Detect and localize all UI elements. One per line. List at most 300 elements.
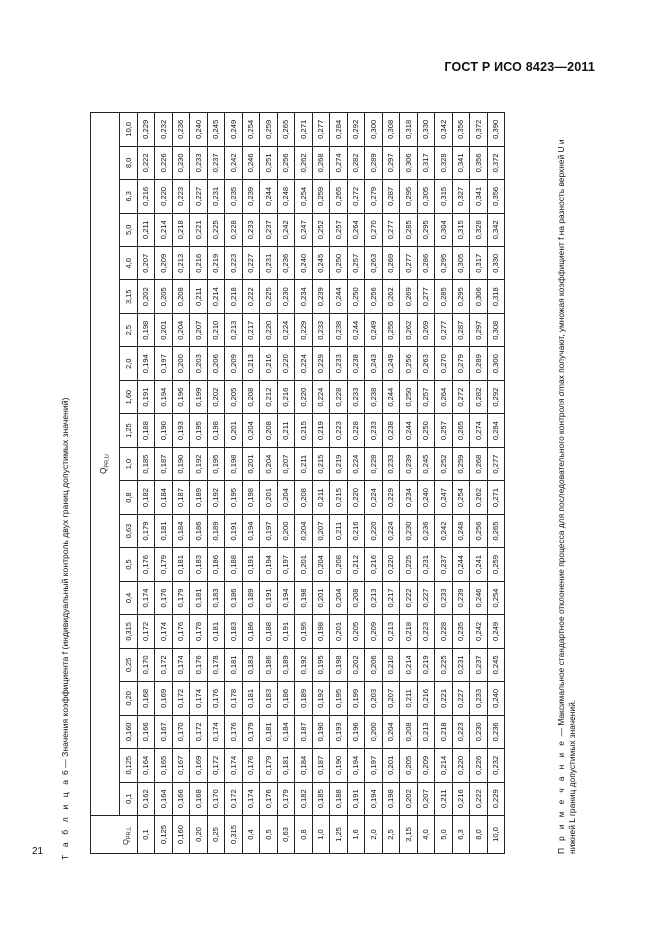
table-cell: 0,205 (225, 380, 243, 413)
table-cell: 0,186 (260, 648, 278, 681)
table-cell: 0,162 (137, 782, 155, 815)
table-cell: 0,231 (417, 548, 435, 581)
table-cell: 0,191 (277, 615, 295, 648)
table-cell: 0,201 (382, 749, 400, 782)
table-cell: 0,189 (277, 648, 295, 681)
table-cell: 0,224 (382, 514, 400, 547)
row-label: 1,25 (330, 816, 348, 854)
table-cell: 0,242 (435, 514, 453, 547)
table-cell: 0,318 (400, 113, 418, 147)
table-cell: 0,218 (172, 213, 190, 246)
table-cell: 0,255 (382, 313, 400, 346)
table-cell: 0,204 (172, 313, 190, 346)
table-cell: 0,274 (470, 414, 488, 447)
table-cell: 0,183 (225, 615, 243, 648)
table-cell: 0,237 (207, 146, 225, 179)
table-cell: 0,227 (452, 682, 470, 715)
table-cell: 0,284 (487, 414, 505, 447)
table-cell: 0,211 (400, 682, 418, 715)
table-cell: 0,206 (207, 347, 225, 380)
table-cell: 0,265 (277, 113, 295, 147)
table-row (452, 113, 470, 854)
table-cell: 0,225 (207, 213, 225, 246)
table-cell: 0,227 (242, 247, 260, 280)
table-cell: 0,204 (295, 514, 313, 547)
table-cell: 0,268 (470, 447, 488, 480)
table-cell: 0,191 (225, 514, 243, 547)
table-cell: 0,181 (207, 615, 225, 648)
table-cell: 0,189 (295, 682, 313, 715)
table-cell: 0,305 (417, 180, 435, 213)
table-cell: 0,199 (190, 380, 208, 413)
table-cell: 0,244 (260, 180, 278, 213)
table-cell: 0,256 (470, 514, 488, 547)
table-cell: 0,246 (470, 581, 488, 614)
caption-text: 6 — Значения коэффициента f (индивидуальный контроль двух границ допустимых значений) (60, 397, 70, 776)
table-cell: 0,249 (382, 347, 400, 380)
rotated-table-block (60, 100, 580, 860)
table-cell: 0,229 (487, 782, 505, 815)
table-cell: 0,204 (260, 447, 278, 480)
table-cell: 0,193 (330, 715, 348, 748)
table-cell: 0,277 (487, 447, 505, 480)
table-cell: 0,226 (470, 749, 488, 782)
table-cell: 0,221 (190, 213, 208, 246)
table-cell: 0,165 (155, 749, 173, 782)
table-cell: 0,183 (260, 682, 278, 715)
table-cell: 0,237 (435, 548, 453, 581)
table-cell: 0,271 (295, 113, 313, 147)
table-cell: 0,168 (190, 782, 208, 815)
table-cell: 0,252 (435, 447, 453, 480)
table-cell: 0,250 (347, 280, 365, 313)
table-cell: 0,202 (137, 280, 155, 313)
table-cell: 0,262 (470, 481, 488, 514)
table-row (137, 113, 155, 854)
table-cell: 0,216 (137, 180, 155, 213)
table-cell: 0,254 (242, 113, 260, 147)
table-cell: 0,210 (207, 313, 225, 346)
table-row (487, 113, 505, 854)
table-cell: 0,247 (295, 213, 313, 246)
table-cell: 0,234 (295, 280, 313, 313)
table-cell: 0,200 (277, 514, 295, 547)
table-cell: 0,178 (207, 648, 225, 681)
table-cell: 0,269 (400, 280, 418, 313)
column-header: 0,125 (120, 749, 138, 782)
table-cell: 0,189 (207, 514, 225, 547)
table-cell: 0,284 (330, 113, 348, 147)
table-cell: 0,219 (312, 414, 330, 447)
table-cell: 0,222 (137, 146, 155, 179)
table-cell: 0,211 (190, 280, 208, 313)
table-cell: 0,245 (312, 247, 330, 280)
table-cell: 0,208 (295, 481, 313, 514)
table-cell: 0,228 (347, 414, 365, 447)
table-cell: 0,237 (260, 213, 278, 246)
table-cell: 0,203 (190, 347, 208, 380)
table-cell: 0,222 (470, 782, 488, 815)
table-cell: 0,233 (435, 581, 453, 614)
table-cell: 0,179 (172, 581, 190, 614)
table-cell: 0,192 (190, 447, 208, 480)
table-cell: 0,239 (452, 581, 470, 614)
table-cell: 0,356 (487, 180, 505, 213)
table-cell: 0,315 (435, 180, 453, 213)
table-cell: 0,208 (242, 380, 260, 413)
table-cell: 0,204 (277, 481, 295, 514)
table-cell: 0,233 (365, 414, 383, 447)
table-cell: 0,250 (400, 380, 418, 413)
table-cell: 0,211 (312, 481, 330, 514)
table-cell: 0,213 (172, 247, 190, 280)
column-header: 5,0 (120, 213, 138, 246)
table-cell: 0,188 (225, 548, 243, 581)
table-cell: 0,174 (207, 715, 225, 748)
table-cell: 0,207 (312, 514, 330, 547)
table-cell: 0,192 (312, 682, 330, 715)
table-cell: 0,191 (242, 548, 260, 581)
row-label: 0,8 (295, 816, 313, 854)
column-header: 4,0 (120, 247, 138, 280)
column-header: 0,4 (120, 581, 138, 614)
table-cell: 0,279 (365, 180, 383, 213)
table-cell: 0,222 (242, 280, 260, 313)
table-cell: 0,289 (365, 146, 383, 179)
table-cell: 0,328 (470, 213, 488, 246)
table-cell: 0,215 (295, 414, 313, 447)
table-cell: 0,327 (452, 180, 470, 213)
table-cell: 0,330 (417, 113, 435, 147)
table-cell: 0,186 (242, 615, 260, 648)
table-cell: 0,287 (452, 313, 470, 346)
table-cell: 0,235 (452, 615, 470, 648)
table-cell: 0,231 (207, 180, 225, 213)
column-header: 1,25 (120, 414, 138, 447)
table-cell: 0,228 (435, 615, 453, 648)
table-cell: 0,228 (225, 213, 243, 246)
table-cell: 0,259 (487, 548, 505, 581)
table-cell: 0,197 (277, 548, 295, 581)
table-cell: 0,240 (190, 113, 208, 147)
table-cell: 0,201 (242, 447, 260, 480)
row-header-label: $Q_{PR,L}$ (120, 826, 133, 845)
table-cell: 0,208 (347, 581, 365, 614)
table-cell: 0,195 (190, 414, 208, 447)
table-cell: 0,259 (260, 113, 278, 147)
table-row (295, 113, 313, 854)
row-label: 0,125 (155, 816, 173, 854)
table-row (347, 113, 365, 854)
table-row (260, 113, 278, 854)
row-label: 10,0 (487, 816, 505, 854)
table-cell: 0,236 (417, 514, 435, 547)
table-cell: 0,176 (190, 648, 208, 681)
table-row (207, 113, 225, 854)
table-cell: 0,264 (435, 380, 453, 413)
column-header: 3,15 (120, 280, 138, 313)
table-cell: 0,174 (137, 581, 155, 614)
table-cell: 0,187 (295, 715, 313, 748)
row-label: 3,15 (400, 816, 418, 854)
table-cell: 0,256 (277, 146, 295, 179)
column-header: 0,63 (120, 514, 138, 547)
table-cell: 0,248 (277, 180, 295, 213)
column-header: 0,20 (120, 682, 138, 715)
coefficient-table (90, 112, 505, 854)
table-row (277, 113, 295, 854)
table-cell: 0,238 (330, 313, 348, 346)
table-row (172, 113, 190, 854)
table-body (137, 113, 505, 854)
table-cell: 0,186 (207, 548, 225, 581)
table-cell: 0,238 (365, 380, 383, 413)
table-cell: 0,195 (312, 648, 330, 681)
table-cell: 0,194 (137, 347, 155, 380)
column-header: 0,8 (120, 481, 138, 514)
table-cell: 0,181 (260, 715, 278, 748)
table-row (242, 113, 260, 854)
table-cell: 0,306 (400, 146, 418, 179)
table-cell: 0,224 (312, 380, 330, 413)
table-cell: 0,262 (295, 146, 313, 179)
column-header-row (120, 113, 138, 854)
table-row (225, 113, 243, 854)
table-cell: 0,249 (225, 113, 243, 147)
table-cell: 0,204 (312, 548, 330, 581)
table-cell: 0,200 (365, 715, 383, 748)
table-cell: 0,166 (172, 782, 190, 815)
table-cell: 0,297 (382, 146, 400, 179)
table-row (312, 113, 330, 854)
table-cell: 0,250 (417, 414, 435, 447)
table-cell: 0,277 (417, 280, 435, 313)
table-cell: 0,198 (295, 581, 313, 614)
column-header: 0,1 (120, 782, 138, 815)
table-cell: 0,229 (137, 113, 155, 147)
table-cell: 0,205 (347, 615, 365, 648)
table-cell: 0,188 (260, 615, 278, 648)
table-cell: 0,315 (452, 213, 470, 246)
table-cell: 0,244 (452, 548, 470, 581)
table-cell: 0,244 (400, 414, 418, 447)
table-cell: 0,187 (155, 447, 173, 480)
table-cell: 0,242 (470, 615, 488, 648)
table-cell: 0,204 (242, 414, 260, 447)
table-cell: 0,216 (365, 548, 383, 581)
table-cell: 0,218 (400, 615, 418, 648)
table-cell: 0,211 (435, 782, 453, 815)
table-cell: 0,207 (190, 313, 208, 346)
table-cell: 0,238 (347, 347, 365, 380)
table-cell: 0,269 (417, 313, 435, 346)
table-cell: 0,240 (487, 682, 505, 715)
table-cell: 0,209 (225, 347, 243, 380)
table-cell: 0,172 (225, 782, 243, 815)
table-cell: 0,268 (312, 146, 330, 179)
table-cell: 0,170 (207, 782, 225, 815)
table-cell: 0,213 (225, 313, 243, 346)
table-cell: 0,247 (435, 481, 453, 514)
table-cell: 0,270 (365, 213, 383, 246)
table-cell: 0,233 (312, 313, 330, 346)
table-cell: 0,211 (295, 447, 313, 480)
table-cell: 0,187 (312, 749, 330, 782)
table-cell: 0,292 (487, 380, 505, 413)
table-cell: 0,229 (312, 347, 330, 380)
table-cell: 0,197 (260, 514, 278, 547)
table-cell: 0,233 (190, 146, 208, 179)
table-cell: 0,372 (470, 113, 488, 147)
table-cell: 0,179 (155, 548, 173, 581)
table-cell: 0,257 (435, 414, 453, 447)
table-cell: 0,225 (435, 648, 453, 681)
table-cell: 0,251 (260, 146, 278, 179)
table-cell: 0,208 (260, 414, 278, 447)
table-cell: 0,212 (347, 548, 365, 581)
table-cell: 0,272 (452, 380, 470, 413)
table-cell: 0,198 (207, 414, 225, 447)
table-cell: 0,289 (470, 347, 488, 380)
table-cell: 0,198 (242, 481, 260, 514)
table-cell: 0,295 (435, 247, 453, 280)
column-header: 6,3 (120, 180, 138, 213)
table-cell: 0,216 (260, 347, 278, 380)
table-cell: 0,356 (452, 113, 470, 147)
table-cell: 0,330 (487, 247, 505, 280)
row-label: 6,3 (452, 816, 470, 854)
table-cell: 0,242 (277, 213, 295, 246)
table-cell: 0,218 (225, 280, 243, 313)
table-cell: 0,176 (207, 682, 225, 715)
table-cell: 0,300 (487, 347, 505, 380)
table-cell: 0,204 (330, 581, 348, 614)
table-cell: 0,216 (347, 514, 365, 547)
table-cell: 0,239 (400, 447, 418, 480)
table-cell: 0,230 (470, 715, 488, 748)
table-cell: 0,286 (417, 247, 435, 280)
table-cell: 0,219 (417, 648, 435, 681)
table-cell: 0,183 (207, 581, 225, 614)
table-cell: 0,231 (260, 247, 278, 280)
table-cell: 0,233 (382, 447, 400, 480)
table-cell: 0,184 (172, 514, 190, 547)
table-cell: 0,182 (295, 782, 313, 815)
note-text: — Максимальное стандартное отклонение процесса для последовательного контроля σmax получают, умножая коэффициент f на разность верхней U и нижней L границ допустимых значений. (556, 139, 577, 854)
table-cell: 0,230 (277, 280, 295, 313)
table-cell: 0,240 (417, 481, 435, 514)
table-cell: 0,198 (137, 313, 155, 346)
row-header-cell (91, 816, 138, 854)
column-header: 0,25 (120, 648, 138, 681)
table-cell: 0,203 (365, 682, 383, 715)
table-cell: 0,198 (330, 648, 348, 681)
table-cell: 0,194 (242, 514, 260, 547)
table-cell: 0,305 (452, 247, 470, 280)
table-cell: 0,186 (225, 581, 243, 614)
table-cell: 0,227 (417, 581, 435, 614)
table-cell: 0,176 (137, 548, 155, 581)
table-cell: 0,257 (330, 213, 348, 246)
table-cell: 0,220 (155, 180, 173, 213)
table-cell: 0,207 (417, 782, 435, 815)
table-cell: 0,220 (365, 514, 383, 547)
table-cell: 0,216 (417, 682, 435, 715)
table-cell: 0,174 (242, 782, 260, 815)
table-cell: 0,224 (365, 481, 383, 514)
table-cell: 0,306 (470, 280, 488, 313)
column-header: 2,5 (120, 313, 138, 346)
table-cell: 0,304 (435, 213, 453, 246)
table-cell: 0,317 (470, 247, 488, 280)
table-cell: 0,279 (452, 347, 470, 380)
table-cell: 0,174 (190, 682, 208, 715)
table-cell: 0,201 (155, 313, 173, 346)
table-cell: 0,295 (417, 213, 435, 246)
table-cell: 0,239 (312, 280, 330, 313)
standard-code: ГОСТ Р ИСО 8423—2011 (444, 60, 595, 74)
table-cell: 0,191 (137, 380, 155, 413)
table-cell: 0,220 (347, 481, 365, 514)
table-cell: 0,172 (207, 749, 225, 782)
table-cell: 0,191 (260, 581, 278, 614)
table-cell: 0,277 (382, 213, 400, 246)
table-cell: 0,216 (452, 782, 470, 815)
row-label: 1,6 (347, 816, 365, 854)
column-header: 2,0 (120, 347, 138, 380)
note-prefix: П р и м е ч а н и е (556, 738, 566, 854)
table-cell: 0,235 (225, 180, 243, 213)
row-label: 0,25 (207, 816, 225, 854)
column-header: 0,5 (120, 548, 138, 581)
table-cell: 0,341 (452, 146, 470, 179)
table-cell: 0,181 (172, 548, 190, 581)
table-cell: 0,265 (452, 414, 470, 447)
table-cell: 0,208 (400, 715, 418, 748)
table-cell: 0,201 (295, 548, 313, 581)
table-cell: 0,236 (277, 247, 295, 280)
table-cell: 0,179 (277, 782, 295, 815)
table-cell: 0,220 (452, 749, 470, 782)
row-label: 0,1 (137, 816, 155, 854)
row-label: 0,315 (225, 816, 243, 854)
table-cell: 0,295 (452, 280, 470, 313)
table-cell: 0,195 (295, 615, 313, 648)
table-cell: 0,201 (312, 581, 330, 614)
table-cell: 0,216 (190, 247, 208, 280)
table-cell: 0,195 (207, 447, 225, 480)
table-cell: 0,328 (435, 146, 453, 179)
table-cell: 0,181 (277, 749, 295, 782)
table-cell: 0,219 (330, 447, 348, 480)
table-cell: 0,300 (365, 113, 383, 147)
table-cell: 0,195 (225, 481, 243, 514)
table-cell: 0,169 (155, 682, 173, 715)
table-cell: 0,342 (487, 213, 505, 246)
table-cell: 0,194 (347, 749, 365, 782)
table-cell: 0,223 (452, 715, 470, 748)
table-cell: 0,308 (382, 113, 400, 147)
table-cell: 0,179 (137, 514, 155, 547)
column-header: 0,160 (120, 715, 138, 748)
table-cell: 0,209 (365, 615, 383, 648)
table-cell: 0,244 (330, 280, 348, 313)
table-cell: 0,209 (155, 247, 173, 280)
table-cell: 0,190 (172, 447, 190, 480)
table-cell: 0,242 (225, 146, 243, 179)
table-cell: 0,207 (382, 682, 400, 715)
table-cell: 0,224 (347, 447, 365, 480)
